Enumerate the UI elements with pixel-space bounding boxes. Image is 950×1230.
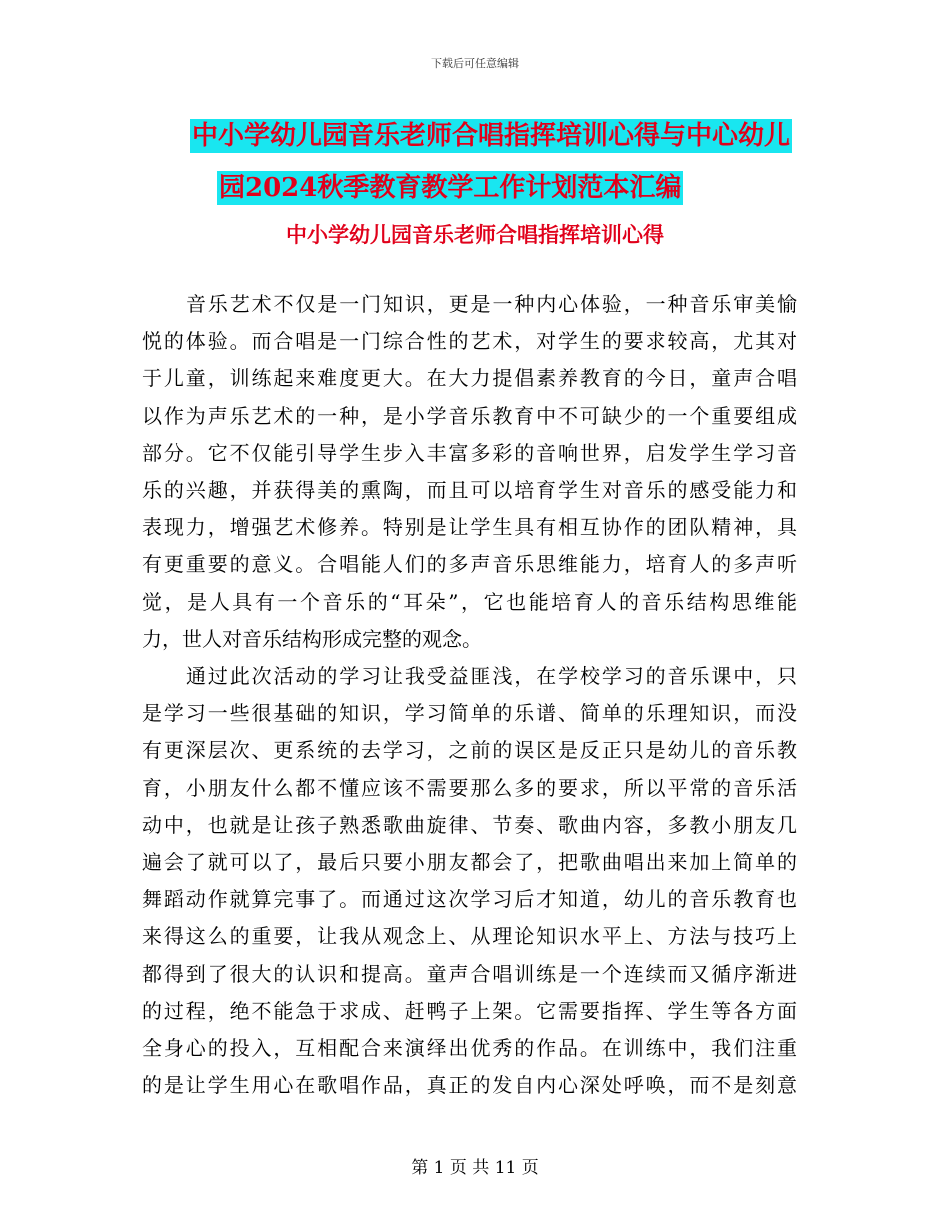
paragraph-line: 于儿童，训练起来难度更大。在大力提倡素养教育的今日，童声合唱 xyxy=(142,366,797,391)
paragraph-line: 乐的兴趣，并获得美的熏陶，而且可以培育学生对音乐的感受能力和 xyxy=(142,478,797,503)
paragraph-line: 的过程，绝不能急于求成、赶鸭子上架。它需要指挥、学生等各方面 xyxy=(142,998,797,1023)
paragraph-line: 以作为声乐艺术的一种，是小学音乐教育中不可缺少的一个重要组成 xyxy=(142,403,797,428)
paragraph xyxy=(142,286,797,658)
paragraph-line: 力，世人对音乐结构形成完整的观念。 xyxy=(142,626,482,651)
paragraph-line: 来得这么的重要，让我从观念上、从理论知识水平上、方法与技巧上 xyxy=(142,924,797,949)
paragraph-line: 通过此次活动的学习让我受益匪浅，在学校学习的音乐课中，只 xyxy=(186,664,797,689)
header-note: 下载后可任意编辑 xyxy=(431,57,519,70)
section-title: 中小学幼儿园音乐老师合唱指挥培训心得 xyxy=(286,222,664,247)
paragraph-line: 悦的体验。而合唱是一门综合性的艺术，对学生的要求较高，尤其对 xyxy=(142,329,797,354)
paragraph-line: 部分。它不仅能引导学生步入丰富多彩的音响世界，启发学生学习音 xyxy=(142,440,797,465)
paragraph-line: 有更深层次、更系统的去学习，之前的误区是反正只是幼儿的音乐教 xyxy=(142,738,797,763)
paragraph-line: 是学习一些很基础的知识，学习简单的乐谱、简单的乐理知识，而没 xyxy=(142,701,797,726)
paragraph-line: 动中，也就是让孩子熟悉歌曲旋律、节奏、歌曲内容，多教小朋友几 xyxy=(142,812,797,837)
paragraph-line: 表现力，增强艺术修养。特别是让学生具有相互协作的团队精神，具 xyxy=(142,515,797,540)
document-title xyxy=(190,110,830,214)
paragraph-line: 都得到了很大的认识和提高。童声合唱训练是一个连续而又循序渐进 xyxy=(142,961,797,986)
paragraph-line: 的是让学生用心在歌唱作品，真正的发自内心深处呼唤，而不是刻意 xyxy=(142,1073,797,1098)
paragraph xyxy=(142,658,797,1104)
document-title-line-1: 中小学幼儿园音乐老师合唱指挥培训心得与中心幼儿 xyxy=(192,121,791,151)
document-title-line-2: 园2024秋季教育教学工作计划范本汇编 xyxy=(219,173,682,203)
paragraph-line: 育，小朋友什么都不懂应该不需要那么多的要求，所以平常的音乐活 xyxy=(142,775,797,800)
paragraph-line: 遍会了就可以了，最后只要小朋友都会了，把歌曲唱出来加上简单的 xyxy=(142,850,797,875)
document-body xyxy=(142,286,797,1104)
paragraph-line: 有更重要的意义。合唱能人们的多声音乐思维能力，培育人的多声听 xyxy=(142,552,797,577)
paragraph-line: 舞蹈动作就算完事了。而通过这次学习后才知道，幼儿的音乐教育也 xyxy=(142,887,797,912)
paragraph-line: 音乐艺术不仅是一门知识，更是一种内心体验，一种音乐审美愉 xyxy=(186,292,797,316)
paragraph-line: 觉，是人具有一个音乐的“耳朵”，它也能培育人的音乐结构思维能 xyxy=(142,589,797,614)
paragraph-line: 全身心的投入，互相配合来演绎出优秀的作品。在训练中，我们注重 xyxy=(142,1036,797,1061)
page-number-footer: 第 1 页 共 11 页 xyxy=(411,1158,539,1178)
